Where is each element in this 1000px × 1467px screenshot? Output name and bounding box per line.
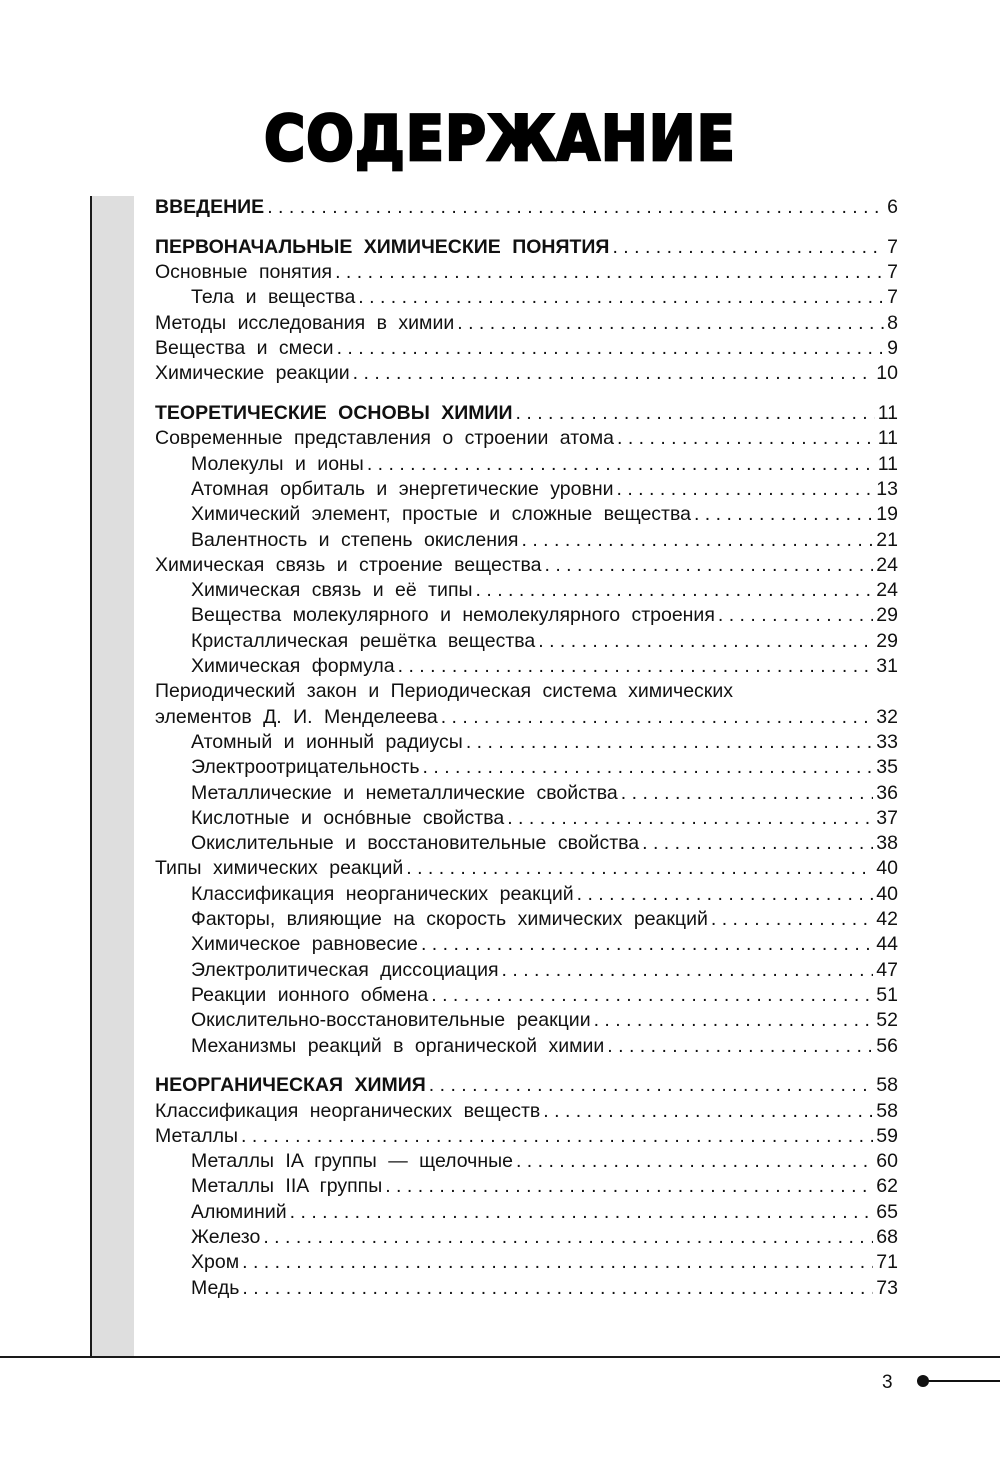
toc-entry-title: Методы исследования в химии: [155, 311, 455, 334]
toc-leader-dots: [577, 882, 874, 907]
toc-section-heading: [155, 195, 898, 220]
toc-entry-title: Классификация неорганических реакций: [191, 882, 574, 905]
toc-subentry: [155, 755, 898, 780]
toc-entry-title: Периодический закон и Периодическая система химических: [155, 680, 733, 703]
toc-entry-title: Современные представления о строении атома: [155, 427, 614, 450]
toc-leader-dots: [290, 1200, 874, 1225]
toc-leader-dots: [353, 361, 874, 386]
toc-subentry: [155, 1276, 898, 1301]
toc-leader-dots: [367, 452, 875, 477]
toc-subentry: [155, 1174, 898, 1199]
toc-subentry: [155, 1008, 898, 1033]
toc-entry-title: Химическая формула: [191, 655, 395, 678]
toc-entry: [155, 361, 898, 386]
toc-page-number: 7: [887, 261, 898, 284]
toc-page-number: 11: [877, 427, 898, 450]
toc-subentry: [155, 578, 898, 603]
toc-subentry: [155, 1225, 898, 1250]
toc-entry: [155, 1099, 898, 1124]
toc-page-number: 33: [876, 730, 898, 753]
bottom-rule: [0, 1356, 1000, 1358]
toc-page-number: 11: [877, 452, 898, 475]
toc-leader-dots: [267, 195, 884, 220]
toc-entry-title: ТЕОРЕТИЧЕСКИЕ ОСНОВЫ ХИМИИ: [155, 402, 513, 425]
toc-leader-dots: [335, 260, 884, 285]
toc-entry-title: Алюминий: [191, 1200, 287, 1223]
toc-subentry: [155, 1250, 898, 1275]
toc-page-number: 62: [876, 1175, 898, 1198]
toc-entry-title: Химическая связь и её типы: [191, 579, 473, 602]
toc-page-number: 7: [887, 286, 898, 309]
toc-page-number: 71: [876, 1251, 898, 1274]
toc-page-number: 73: [876, 1276, 898, 1299]
toc-entry-title: Тела и вещества: [191, 286, 356, 309]
toc-entry-title: Железо: [191, 1226, 261, 1249]
toc-entry-title: Молекулы и ионы: [191, 452, 364, 475]
toc-entry-title: Вещества молекулярного и немолекулярного строения: [191, 604, 715, 627]
toc-entry: [155, 311, 898, 336]
toc-page-number: 31: [876, 655, 898, 678]
toc-leader-dots: [429, 1073, 874, 1098]
toc-leader-dots: [617, 426, 875, 451]
toc-entry: [155, 426, 898, 451]
toc-entry-title: Основные понятия: [155, 261, 333, 284]
toc-page-number: 40: [876, 857, 898, 880]
toc-entry: [155, 260, 898, 285]
toc-subentry: [155, 932, 898, 957]
toc-entry-title: Реакции ионного обмена: [191, 983, 429, 1006]
page-number: 3: [882, 1372, 893, 1393]
toc-entry-title: Металлы: [155, 1124, 238, 1147]
toc-entry-title: Атомный и ионный радиусы: [191, 730, 463, 753]
page-title: СОДЕРЖАНИЕ: [264, 103, 736, 176]
toc-entry-title: Классификация неорганических веществ: [155, 1099, 541, 1122]
toc-page-number: 10: [876, 362, 898, 385]
toc-entry-title: Химический элемент, простые и сложные вещества: [191, 503, 691, 526]
toc-page-number: 6: [887, 196, 898, 218]
toc-entry-title: Металлические и неметаллические свойства: [191, 781, 618, 804]
toc-leader-dots: [543, 1099, 873, 1124]
toc-entry: [155, 705, 898, 730]
toc-page-number: 47: [876, 958, 898, 981]
toc-page-number: 7: [887, 235, 898, 258]
toc-entry-title: Металлы IA группы — щелочные: [191, 1150, 513, 1173]
toc-section-heading: [155, 401, 898, 426]
toc-page-number: 13: [876, 477, 898, 500]
toc-leader-dots: [516, 1149, 873, 1174]
toc-leader-dots: [718, 603, 873, 628]
toc-leader-dots: [385, 1174, 873, 1199]
toc-leader-dots: [242, 1276, 873, 1301]
toc-entry-title: Окислительные и восстановительные свойства: [191, 832, 640, 855]
toc-subentry: [155, 452, 898, 477]
toc-entry-title: Кристаллическая решётка вещества: [191, 629, 536, 652]
toc-leader-dots: [612, 235, 884, 260]
toc-page-number: 21: [876, 528, 898, 551]
toc-leader-dots: [466, 730, 873, 755]
toc-entry-title: Электроотрицательность: [191, 756, 420, 779]
toc-entry-title: НЕОРГАНИЧЕСКАЯ ХИМИЯ: [155, 1074, 426, 1097]
toc-entry: [155, 553, 898, 578]
toc-entry: [155, 1124, 898, 1149]
toc-page-number: 35: [876, 756, 898, 779]
toc-leader-dots: [538, 629, 873, 654]
toc-page-number: 51: [876, 983, 898, 1006]
margin-rule: [90, 196, 92, 1358]
toc-entry: [155, 856, 898, 881]
toc-page-number: 58: [876, 1074, 898, 1097]
toc-entry-title: ПЕРВОНАЧАЛЬНЫЕ ХИМИЧЕСКИЕ ПОНЯТИЯ: [155, 235, 610, 258]
toc-page-number: 36: [876, 781, 898, 804]
toc-page-number: 60: [876, 1150, 898, 1173]
toc-subentry: [155, 831, 898, 856]
toc-leader-dots: [398, 654, 874, 679]
toc-entry-title: Химические реакции: [155, 362, 350, 385]
toc-leader-dots: [617, 477, 874, 502]
toc-subentry: [155, 806, 898, 831]
toc-entry-title: Медь: [191, 1276, 240, 1299]
toc-page-number: 52: [876, 1009, 898, 1032]
toc-subentry: [155, 781, 898, 806]
toc-subentry: [155, 528, 898, 553]
toc-page-number: 29: [876, 604, 898, 627]
toc-leader-dots: [441, 705, 874, 730]
toc-leader-dots: [242, 1250, 873, 1275]
toc-entry-title: Факторы, влияющие на скорость химических реакций: [191, 908, 708, 931]
toc-entry: [155, 336, 898, 361]
toc-entry-title: Химическое равновесие: [191, 933, 418, 956]
toc-subentry: [155, 1034, 898, 1059]
toc-leader-dots: [421, 932, 873, 957]
toc-entry-title: элементов Д. И. Менделеева: [155, 705, 438, 728]
toc-entry-title: Металлы IIA группы: [191, 1175, 383, 1198]
toc-page-number: 68: [876, 1226, 898, 1249]
toc-subentry: [155, 882, 898, 907]
toc-entry-title: Кислотные и оснóвные свойства: [191, 806, 505, 829]
margin-bar: [90, 196, 134, 1358]
toc-leader-dots: [694, 502, 873, 527]
toc-page-number: 24: [876, 579, 898, 602]
page-marker-line: [925, 1380, 1000, 1382]
toc-leader-dots: [544, 553, 873, 578]
toc-entry: [155, 679, 898, 704]
toc-leader-dots: [241, 1124, 873, 1149]
toc-leader-dots: [431, 983, 873, 1008]
toc-leader-dots: [516, 401, 875, 426]
toc-leader-dots: [406, 856, 873, 881]
toc-subentry: [155, 1149, 898, 1174]
toc-entry-title: Хром: [191, 1251, 240, 1274]
toc-subentry: [155, 1200, 898, 1225]
toc-page-number: 65: [876, 1200, 898, 1223]
toc-entry-title: Вещества и смеси: [155, 336, 334, 359]
toc-subentry: [155, 477, 898, 502]
toc-page-number: 42: [876, 908, 898, 931]
toc-leader-dots: [337, 336, 885, 361]
toc-page-number: 40: [876, 882, 898, 905]
toc-leader-dots: [423, 755, 874, 780]
toc-page-number: 32: [876, 705, 898, 728]
toc-leader-dots: [263, 1225, 873, 1250]
toc-subentry: [155, 958, 898, 983]
toc-page-number: 56: [876, 1034, 898, 1057]
toc-entry-title: ВВЕДЕНИЕ: [155, 196, 265, 218]
table-of-contents: [155, 195, 898, 1301]
toc-subentry: [155, 603, 898, 628]
toc-page-number: 11: [877, 402, 898, 425]
toc-leader-dots: [521, 528, 873, 553]
toc-entry-title: Электролитическая диссоциация: [191, 958, 499, 981]
toc-page-number: 19: [876, 503, 898, 526]
toc-leader-dots: [507, 806, 873, 831]
toc-subentry: [155, 907, 898, 932]
toc-leader-dots: [476, 578, 874, 603]
toc-page-number: 29: [876, 629, 898, 652]
toc-subentry: [155, 285, 898, 310]
toc-page-number: 9: [887, 336, 898, 359]
toc-page-number: 37: [876, 806, 898, 829]
toc-entry-title: Атомная орбиталь и энергетические уровни: [191, 477, 614, 500]
toc-page-number: 59: [876, 1124, 898, 1147]
toc-subentry: [155, 502, 898, 527]
toc-entry-title: Типы химических реакций: [155, 857, 404, 880]
toc-leader-dots: [621, 781, 874, 806]
toc-page-number: 38: [876, 832, 898, 855]
toc-page-number: 8: [887, 311, 898, 334]
toc-section-heading: [155, 235, 898, 260]
toc-section-heading: [155, 1073, 898, 1098]
toc-page-number: 24: [876, 553, 898, 576]
toc-subentry: [155, 730, 898, 755]
toc-entry-title: Окислительно-восстановительные реакции: [191, 1009, 591, 1032]
toc-entry-title: Химическая связь и строение вещества: [155, 553, 542, 576]
toc-leader-dots: [502, 958, 874, 983]
toc-leader-dots: [457, 311, 884, 336]
toc-leader-dots: [642, 831, 873, 856]
toc-leader-dots: [607, 1034, 873, 1059]
toc-subentry: [155, 983, 898, 1008]
toc-leader-dots: [711, 907, 873, 932]
toc-subentry: [155, 629, 898, 654]
toc-entry-title: Механизмы реакций в органической химии: [191, 1034, 605, 1057]
toc-subentry: [155, 654, 898, 679]
toc-page-number: 58: [876, 1099, 898, 1122]
toc-page-number: 44: [876, 933, 898, 956]
toc-leader-dots: [358, 285, 884, 310]
toc-leader-dots: [594, 1008, 874, 1033]
toc-entry-title: Валентность и степень окисления: [191, 528, 519, 551]
